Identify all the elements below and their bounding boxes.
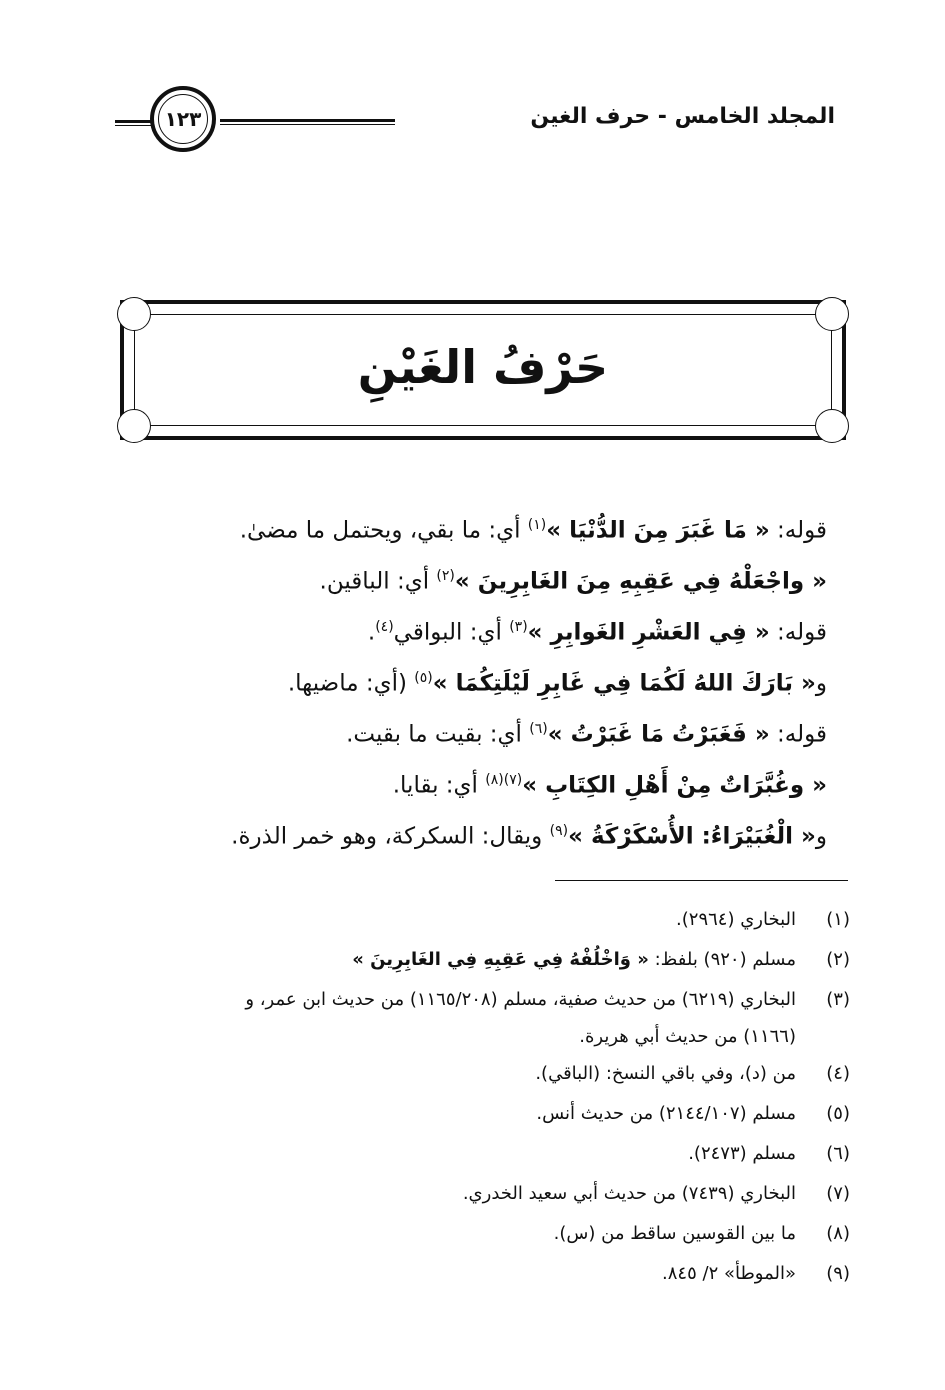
footnote xyxy=(100,940,850,980)
footnote-number: (٧) xyxy=(826,1183,850,1204)
footnote-number: (٣) xyxy=(826,989,850,1010)
footnote-ref: (٥) xyxy=(414,670,433,686)
body-line: « واجْعَلْهُ فِي عَقِبِهِ مِنَ الغَابِرِينَ »$^{(٢)}$ أي: الباقين. xyxy=(319,568,827,595)
footnote-text: البخاري (٢٩٦٤). xyxy=(676,909,796,930)
footnote-number: (٤) xyxy=(826,1063,850,1084)
footnote-number: (٥) xyxy=(826,1103,850,1124)
footnote-number: (٦) xyxy=(826,1143,850,1164)
footnote-text: من (د)، وفي باقي النسخ: (الباقي). xyxy=(535,1063,796,1084)
frame-corner-ornament xyxy=(815,409,849,443)
frame-corner-ornament xyxy=(117,297,151,331)
footnote-number: (١) xyxy=(826,909,850,930)
frame-corner-ornament xyxy=(815,297,849,331)
footnote-text: مسلم (٢١٤٤/١٠٧) من حديث أنس. xyxy=(536,1103,796,1124)
footnote xyxy=(100,1254,850,1294)
page-number-badge xyxy=(150,86,216,152)
footnote-number: (٢) xyxy=(826,949,850,970)
body-line: « وغُبَّرَاتٌ مِنْ أَهْلِ الكِتَابِ »$^{(٧)(٨)}$ أي: بقايا. xyxy=(392,772,827,799)
footnote-number: (٨) xyxy=(826,1223,850,1244)
header-rule-left xyxy=(115,120,153,126)
footnote-separator xyxy=(555,880,848,881)
footnote-number: (٩) xyxy=(826,1263,850,1284)
quoted-phrase: « واجْعَلْهُ فِي عَقِبِهِ مِنَ الغَابِرِينَ » xyxy=(454,568,827,595)
footnotes xyxy=(100,900,850,1294)
quoted-phrase: « الْغُبَيْرَاءُ: الأُسْكَرْكَةُ » xyxy=(568,823,816,850)
body-line: قوله: « فِي العَشْرِ الغَوابِرِ »$^{(٣)}$ أي: البواقي$^{(٤)}$. xyxy=(367,619,827,646)
footnote-ref: (٦) xyxy=(529,721,548,737)
body-line: قوله: « فَغَبَرْتُ مَا غَبَرْتُ »$^{(٦)}$ أي: بقيت ما بقيت. xyxy=(346,721,827,748)
footnote xyxy=(100,1054,850,1094)
footnote xyxy=(100,980,850,1020)
footnote-continuation: (١١٦٦) من حديث أبي هريرة. xyxy=(579,1026,796,1047)
footnote-ref: (١) xyxy=(527,517,547,533)
footnote-text: مسلم (٩٢٠) بلفظ: « وَاخْلُفْهُ فِي عَقِبِهِ فِي الغَابِرِينَ » xyxy=(352,949,796,970)
frame-corner-ornament xyxy=(117,409,151,443)
footnote-text: مسلم (٢٤٧٣). xyxy=(688,1143,796,1164)
footnote-ref: (٩) xyxy=(549,823,569,839)
page-number: ١٢٣ xyxy=(158,94,208,144)
footnote xyxy=(100,1174,850,1214)
footnote-ref: (٧)(٨) xyxy=(485,772,523,788)
body-line: و« بَارَكَ اللهُ لَكُمَا فِي غَابِرِ لَيْلَتِكُمَا »$^{(٥)}$ (أي: ماضيها. xyxy=(287,670,827,697)
footnote-text: «الموطأ» ٢/ ٨٤٥. xyxy=(662,1263,796,1284)
quoted-phrase: « مَا غَبَرَ مِنَ الدُّنْيَا » xyxy=(546,517,770,544)
chapter-title: حَرْفُ الغَيْنِ xyxy=(357,340,609,394)
quoted-phrase: « فَغَبَرْتُ مَا غَبَرْتُ » xyxy=(547,721,770,748)
quoted-phrase: « بَارَكَ اللهُ لَكُمَا فِي غَابِرِ لَيْلَتِكُمَا » xyxy=(432,670,816,697)
footnote-ref: (٣) xyxy=(509,619,528,635)
chapter-title-frame xyxy=(120,300,846,440)
body-line: قوله: « مَا غَبَرَ مِنَ الدُّنْيَا »$^{(١)}$ أي: ما بقي، ويحتمل ما مضىٰ. xyxy=(239,517,827,544)
footnote xyxy=(100,1214,850,1254)
footnote xyxy=(100,1094,850,1134)
body-text xyxy=(170,505,827,862)
body-line: و« الْغُبَيْرَاءُ: الأُسْكَرْكَةُ »$^{(٩)}$ ويقال: السكركة، وهو خمر الذرة. xyxy=(231,823,827,850)
footnote xyxy=(100,900,850,940)
quoted-phrase: « وغُبَّرَاتٌ مِنْ أَهْلِ الكِتَابِ » xyxy=(522,772,827,799)
footnote-ref: (٤) xyxy=(375,619,394,635)
footnote-text: البخاري (٦٢١٩) من حديث صفية، مسلم (١١٦٥/٢٠٨) من حديث ابن عمر، و xyxy=(245,989,796,1010)
footnote-text: ما بين القوسين ساقط من (س). xyxy=(553,1223,796,1244)
footnote-ref: (٢) xyxy=(436,568,455,584)
running-header-title: المجلد الخامس - حرف الغين xyxy=(395,104,835,129)
footnote xyxy=(100,1134,850,1174)
quoted-phrase: « فِي العَشْرِ الغَوابِرِ » xyxy=(527,619,770,646)
quoted-phrase: « وَاخْلُفْهُ فِي عَقِبِهِ فِي الغَابِرِينَ » xyxy=(352,949,649,970)
footnote-text: البخاري (٧٤٣٩) من حديث أبي سعيد الخدري. xyxy=(462,1183,796,1204)
